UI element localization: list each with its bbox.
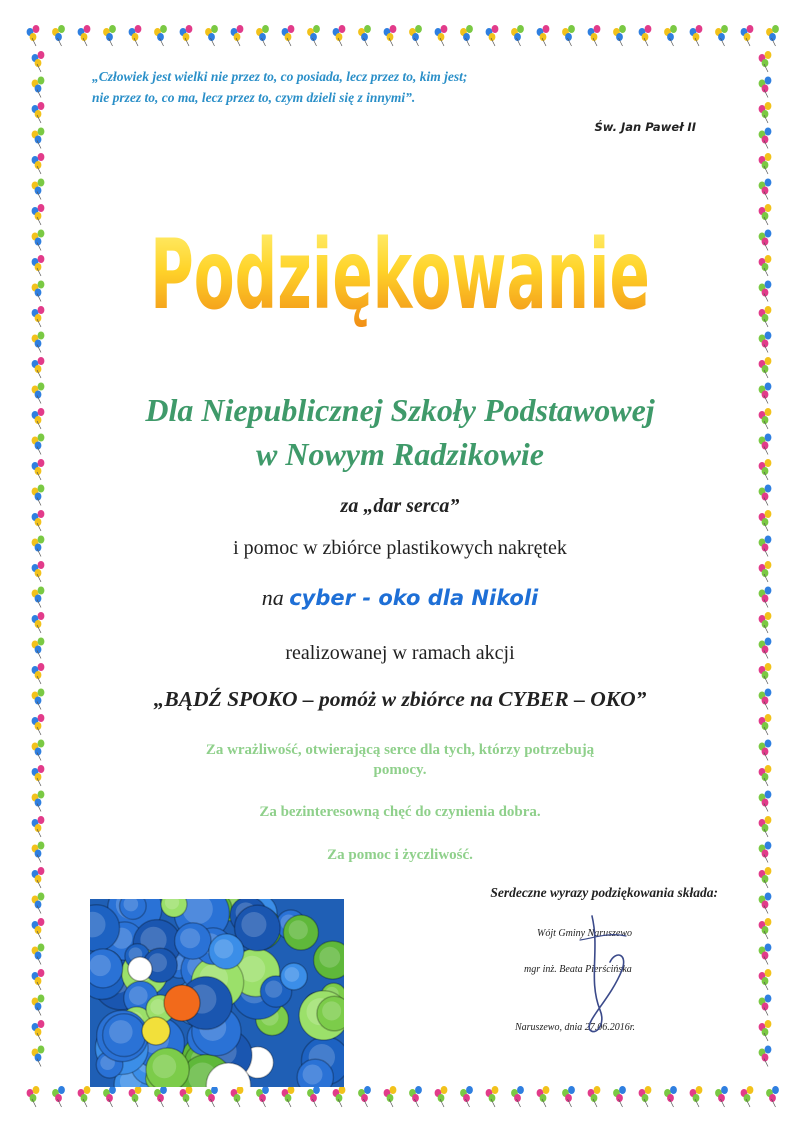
balloon-icon bbox=[129, 25, 142, 46]
place-date: Naruszewo, dnia 27.06.2016r. bbox=[515, 1022, 636, 1033]
balloon-icon bbox=[741, 25, 754, 46]
balloon-icon bbox=[715, 25, 728, 46]
balloon-icon bbox=[231, 25, 244, 46]
balloon-icon bbox=[32, 663, 45, 684]
balloon-icon bbox=[358, 25, 371, 46]
balloon-icon bbox=[759, 77, 772, 98]
balloon-icon bbox=[435, 1086, 448, 1107]
balloon-icon bbox=[537, 25, 550, 46]
signoff-thanks: Serdeczne wyrazy podziękowania składa: bbox=[490, 885, 718, 900]
balloon-icon bbox=[32, 612, 45, 633]
balloon-icon bbox=[103, 1086, 116, 1107]
balloon-icon bbox=[32, 969, 45, 990]
bottle-caps-photo bbox=[90, 899, 344, 1087]
balloon-icon bbox=[759, 51, 772, 72]
balloon-icon bbox=[759, 357, 772, 378]
balloon-icon bbox=[32, 944, 45, 965]
campaign-name: „BĄDŹ SPOKO – pomóż w zbiórce na CYBER – OKO” bbox=[153, 687, 647, 711]
balloon-icon bbox=[537, 1086, 550, 1107]
balloon-icon bbox=[759, 714, 772, 735]
balloon-icon bbox=[32, 1046, 45, 1067]
balloon-icon bbox=[32, 1020, 45, 1041]
page-title bbox=[0, 200, 800, 330]
balloon-icon bbox=[664, 25, 677, 46]
quote-line-2: nie przez to, co ma, lecz przez to, czym dzieli się z innymi”. bbox=[92, 90, 416, 105]
gratitude-line-1b: pomocy. bbox=[373, 762, 427, 778]
balloon-icon bbox=[639, 1086, 652, 1107]
quote-text bbox=[92, 66, 467, 108]
balloon-icon bbox=[358, 1086, 371, 1107]
balloon-icon bbox=[32, 179, 45, 200]
balloon-icon bbox=[52, 25, 65, 46]
balloon-icon bbox=[639, 25, 652, 46]
balloon-icon bbox=[32, 77, 45, 98]
balloon-icon bbox=[759, 918, 772, 939]
balloon-icon bbox=[32, 153, 45, 174]
balloon-icon bbox=[256, 25, 269, 46]
balloon-icon bbox=[154, 25, 167, 46]
signer-role: Wójt Gminy Naruszewo bbox=[537, 928, 632, 939]
gratitude-line-1a: Za wrażliwość, otwierającą serce dla tych, którzy potrzebują bbox=[205, 742, 595, 758]
balloon-icon bbox=[486, 1086, 499, 1107]
balloon-icon bbox=[32, 714, 45, 735]
balloon-icon bbox=[409, 1086, 422, 1107]
balloon-icon bbox=[759, 893, 772, 914]
balloon-icon bbox=[231, 1086, 244, 1107]
balloon-icon bbox=[78, 1086, 91, 1107]
balloon-icon bbox=[307, 1086, 320, 1107]
balloon-icon bbox=[103, 25, 116, 46]
balloon-icon bbox=[435, 25, 448, 46]
balloon-icon bbox=[690, 1086, 703, 1107]
balloon-icon bbox=[333, 25, 346, 46]
balloon-icon bbox=[180, 1086, 193, 1107]
balloon-icon bbox=[282, 25, 295, 46]
balloon-icon bbox=[511, 25, 524, 46]
balloon-icon bbox=[759, 663, 772, 684]
balloon-icon bbox=[32, 357, 45, 378]
balloon-icon bbox=[32, 332, 45, 353]
balloon-icon bbox=[759, 153, 772, 174]
balloon-icon bbox=[759, 128, 772, 149]
balloon-icon bbox=[664, 1086, 677, 1107]
balloon-icon bbox=[52, 1086, 65, 1107]
campaign-intro: realizowanej w ramach akcji bbox=[285, 642, 515, 664]
balloon-icon bbox=[759, 1046, 772, 1067]
balloon-icon bbox=[282, 1086, 295, 1107]
balloon-icon bbox=[759, 944, 772, 965]
balloon-icon bbox=[307, 25, 320, 46]
balloon-icon bbox=[32, 51, 45, 72]
balloon-icon bbox=[154, 1086, 167, 1107]
balloon-icon bbox=[205, 25, 218, 46]
balloon-icon bbox=[759, 179, 772, 200]
balloon-icon bbox=[759, 1020, 772, 1041]
recipient-line-1: Dla Niepublicznej Szkoły Podstawowej bbox=[145, 392, 655, 428]
balloon-icon bbox=[32, 867, 45, 888]
balloon-icon bbox=[32, 918, 45, 939]
handwritten-signature bbox=[570, 910, 640, 1040]
balloon-icon bbox=[613, 1086, 626, 1107]
balloon-icon bbox=[766, 25, 779, 46]
target-line bbox=[0, 585, 800, 611]
balloon-icon bbox=[32, 102, 45, 123]
balloon-icon bbox=[32, 995, 45, 1016]
balloon-icon bbox=[205, 1086, 218, 1107]
balloon-icon bbox=[759, 332, 772, 353]
balloon-icon bbox=[384, 1086, 397, 1107]
balloon-icon bbox=[715, 1086, 728, 1107]
balloon-icon bbox=[766, 1086, 779, 1107]
balloon-icon bbox=[588, 1086, 601, 1107]
balloon-icon bbox=[460, 25, 473, 46]
balloon-icon bbox=[562, 1086, 575, 1107]
balloon-icon bbox=[32, 128, 45, 149]
gratitude-line-3: Za pomoc i życzliwość. bbox=[327, 847, 473, 863]
balloon-icon bbox=[78, 25, 91, 46]
balloon-icon bbox=[759, 561, 772, 582]
recipient-line-2: w Nowym Radzikowie bbox=[255, 436, 544, 472]
target-prefix: na bbox=[261, 585, 284, 610]
balloon-icon bbox=[32, 893, 45, 914]
balloon-icon bbox=[32, 561, 45, 582]
balloon-icon bbox=[741, 1086, 754, 1107]
balloon-icon bbox=[333, 1086, 346, 1107]
balloon-icon bbox=[588, 25, 601, 46]
balloon-icon bbox=[759, 867, 772, 888]
balloon-icon bbox=[460, 1086, 473, 1107]
balloon-icon bbox=[486, 25, 499, 46]
target-name: cyber - oko dla Nikoli bbox=[289, 586, 539, 610]
balloon-icon bbox=[511, 1086, 524, 1107]
balloon-icon bbox=[690, 25, 703, 46]
balloon-icon bbox=[27, 1086, 40, 1107]
balloon-icon bbox=[27, 25, 40, 46]
gift-line: za „dar serca” bbox=[340, 495, 460, 517]
signer-name: mgr inż. Beata Pierścińska bbox=[524, 964, 632, 975]
quote-author: Św. Jan Paweł II bbox=[594, 120, 696, 134]
balloon-icon bbox=[759, 612, 772, 633]
balloon-icon bbox=[759, 969, 772, 990]
balloon-icon bbox=[613, 25, 626, 46]
balloon-icon bbox=[384, 25, 397, 46]
balloon-icon bbox=[409, 25, 422, 46]
balloon-icon bbox=[759, 102, 772, 123]
quote-line-1: „Człowiek jest wielki nie przez to, co posiada, lecz przez to, kim jest; bbox=[92, 69, 468, 84]
gratitude-line-2: Za bezinteresowną chęć do czynienia dobra. bbox=[259, 804, 541, 820]
balloon-icon bbox=[759, 995, 772, 1016]
heading-text: Podziękowanie bbox=[150, 219, 650, 330]
balloon-icon bbox=[129, 1086, 142, 1107]
balloon-icon bbox=[256, 1086, 269, 1107]
help-line: i pomoc w zbiórce plastikowych nakrętek bbox=[233, 537, 567, 559]
balloon-icon bbox=[562, 25, 575, 46]
balloon-icon bbox=[180, 25, 193, 46]
